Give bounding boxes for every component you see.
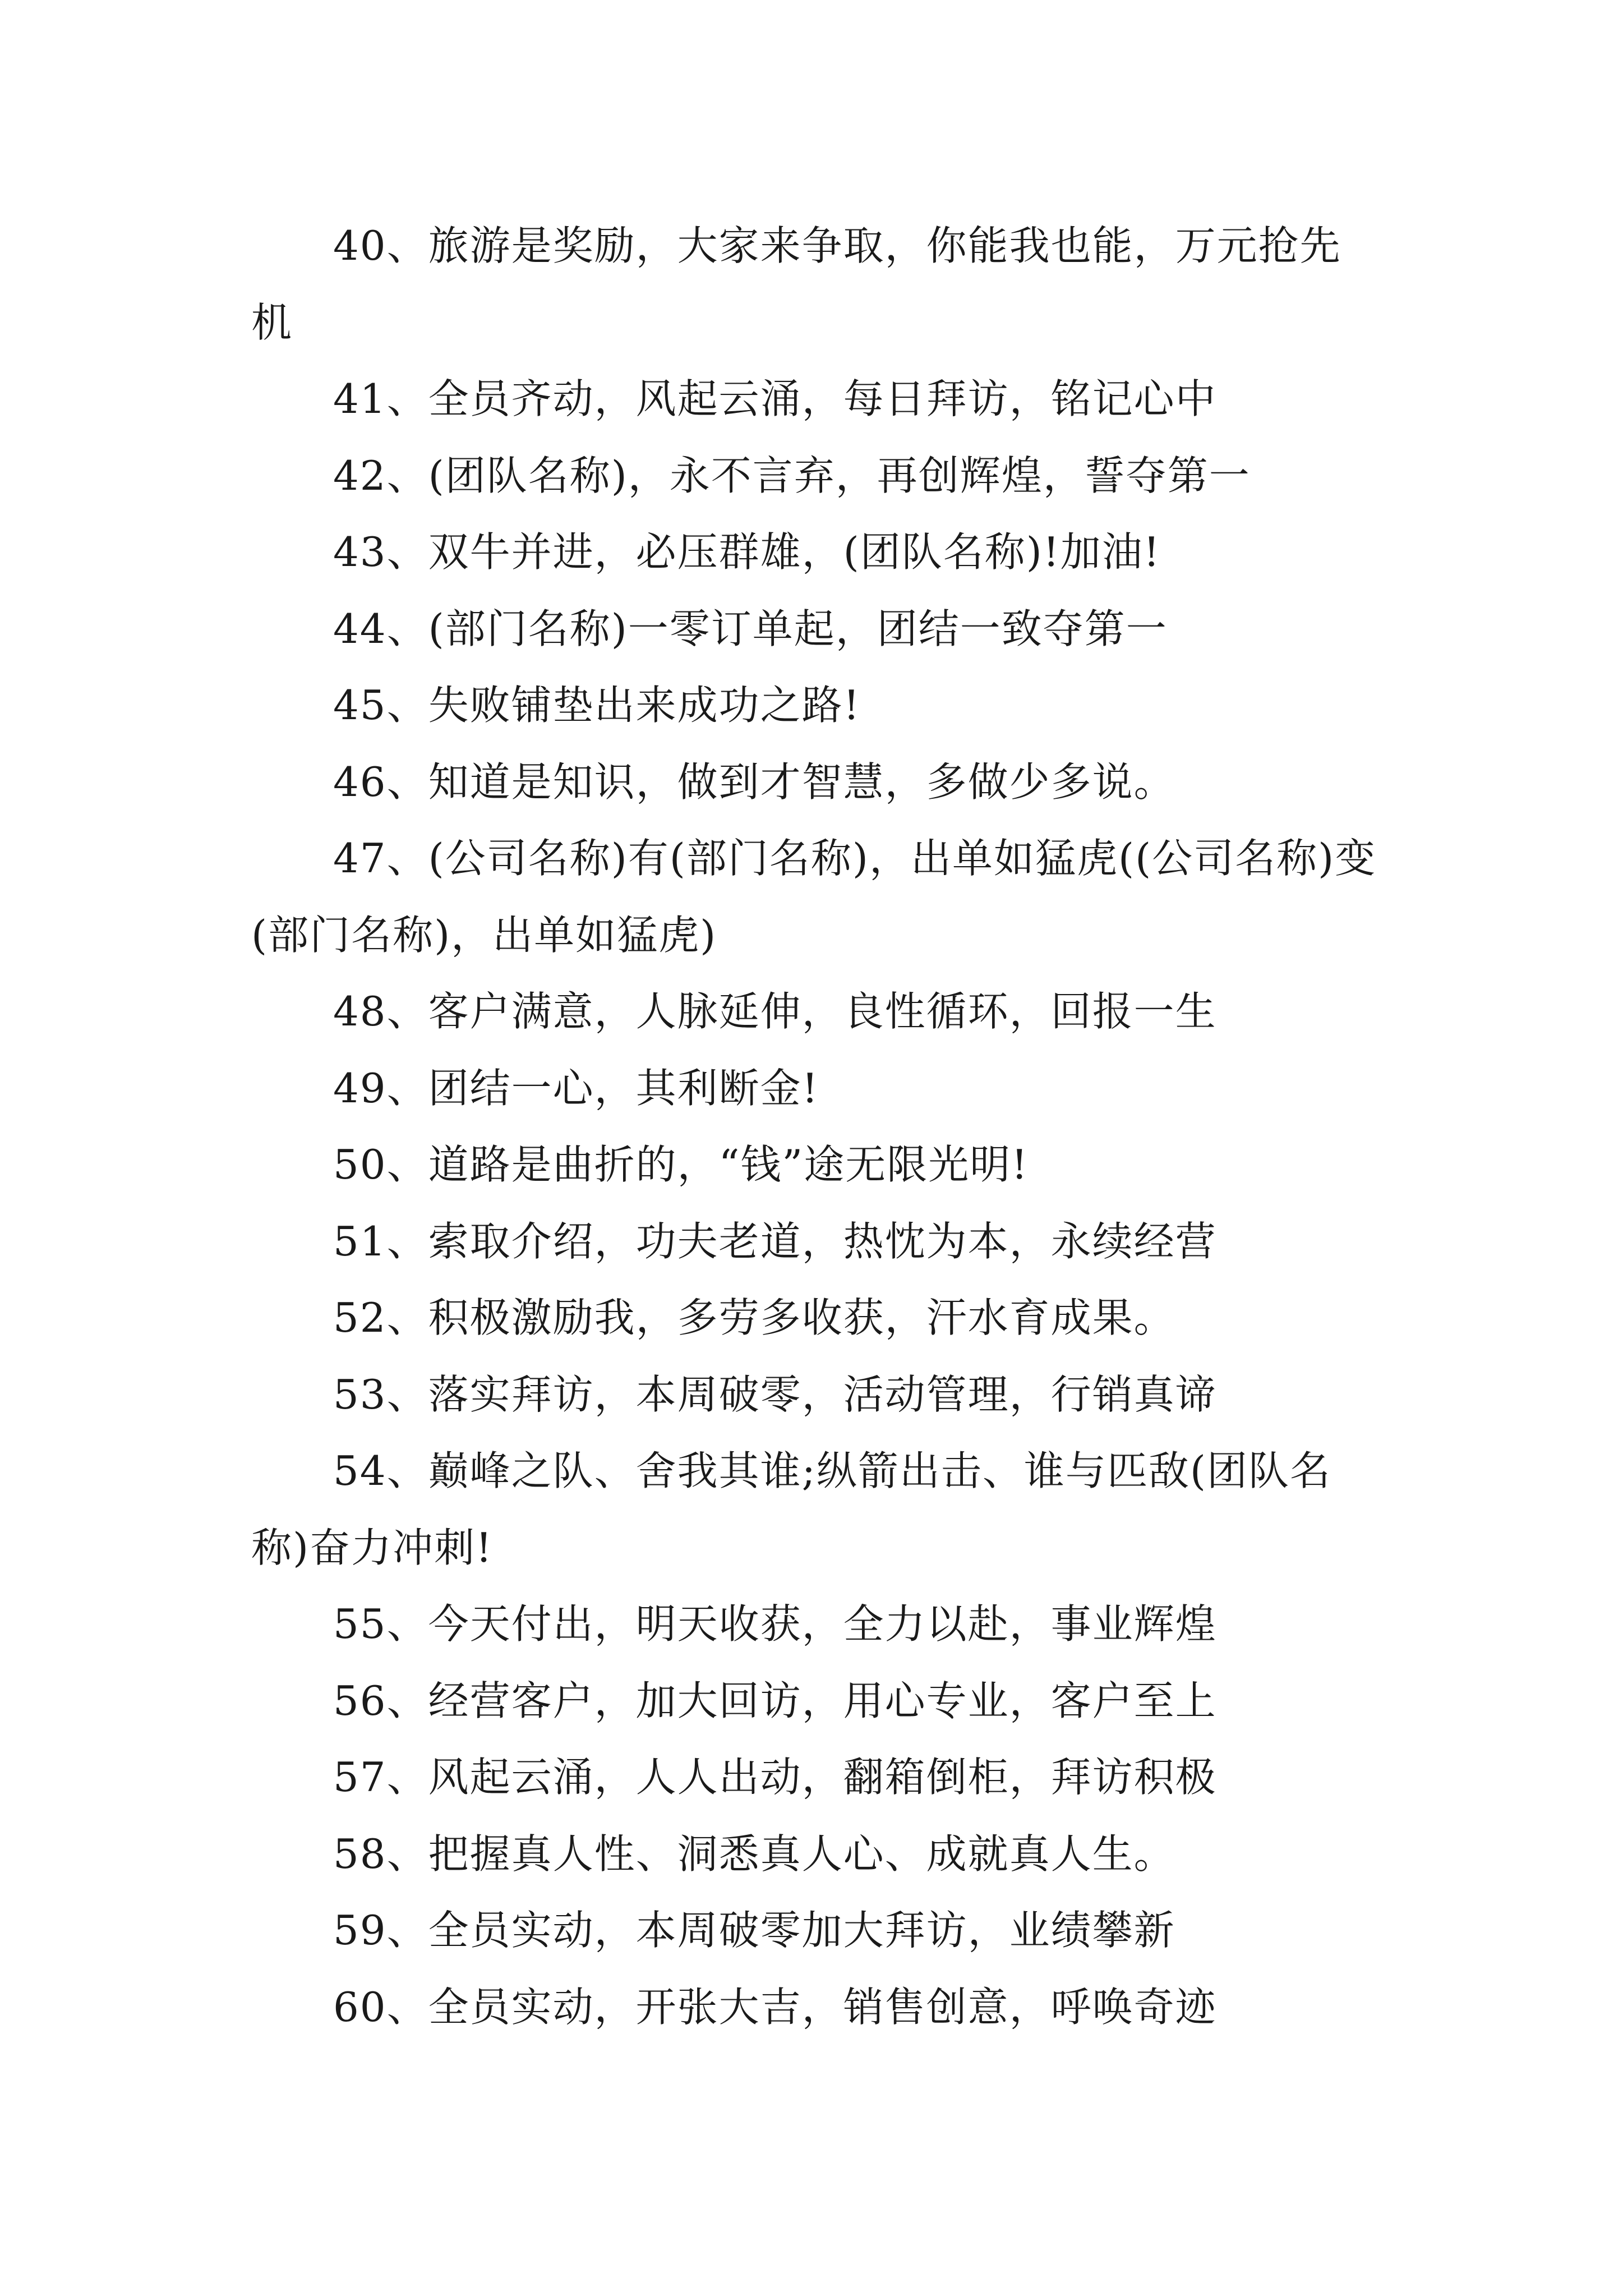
paragraph-45: 45、失败铺垫出来成功之路! [333,682,861,729]
paragraph-53: 53、落实拜访，本周破零，活动管理，行销真谛 [333,1370,1217,1418]
paragraph-48: 48、客户满意，人脉延伸，良性循环，回报一生 [333,988,1217,1035]
paragraph-49: 49、团结一心，其利断金! [333,1064,819,1112]
paragraph-60: 60、全员实动，开张大吉，销售创意，呼唤奇迹 [333,1983,1217,2031]
paragraph-42: 42、(团队名称)，永不言弃，再创辉煌，誓夺第一 [333,452,1251,499]
paragraph-43: 43、双牛并进，必压群雄，(团队名称)!加油! [333,528,1161,576]
paragraph-55: 55、今天付出，明天收获，全力以赴，事业辉煌 [333,1600,1217,1648]
paragraph-47: 47、(公司名称)有(部门名称)，出单如猛虎((公司名称)变(部门名称)，出单如猛虎) [251,835,1377,959]
paragraph-58: 58、把握真人性、洞悉真人心、成就真人生。 [333,1830,1175,1878]
paragraph-41: 41、全员齐动，风起云涌，每日拜访，铭记心中 [333,375,1217,422]
paragraph-54: 54、巅峰之队、舍我其谁;纵箭出击、谁与匹敌(团队名称)奋力冲刺! [251,1447,1331,1571]
paragraph-52: 52、积极激励我，多劳多收获，汗水育成果。 [333,1294,1175,1341]
paragraph-50: 50、道路是曲折的，“钱”途无限光明! [333,1141,1029,1188]
paragraph-51: 51、索取介绍，功夫老道，热忱为本，永续经营 [333,1217,1217,1265]
paragraph-57: 57、风起云涌，人人出动，翻箱倒柜，拜访积极 [333,1754,1217,1801]
paragraph-59: 59、全员实动，本周破零加大拜访，业绩攀新 [333,1907,1175,1954]
paragraph-56: 56、经营客户，加大回访，用心专业，客户至上 [333,1677,1217,1724]
document-body [251,208,1378,2045]
paragraph-44: 44、(部门名称)一零订单起，团结一致夺第一 [333,605,1168,652]
paragraph-46: 46、知道是知识，做到才智慧，多做少多说。 [333,758,1175,806]
paragraph-40: 40、旅游是奖励，大家来争取，你能我也能，万元抢先机 [251,222,1341,346]
